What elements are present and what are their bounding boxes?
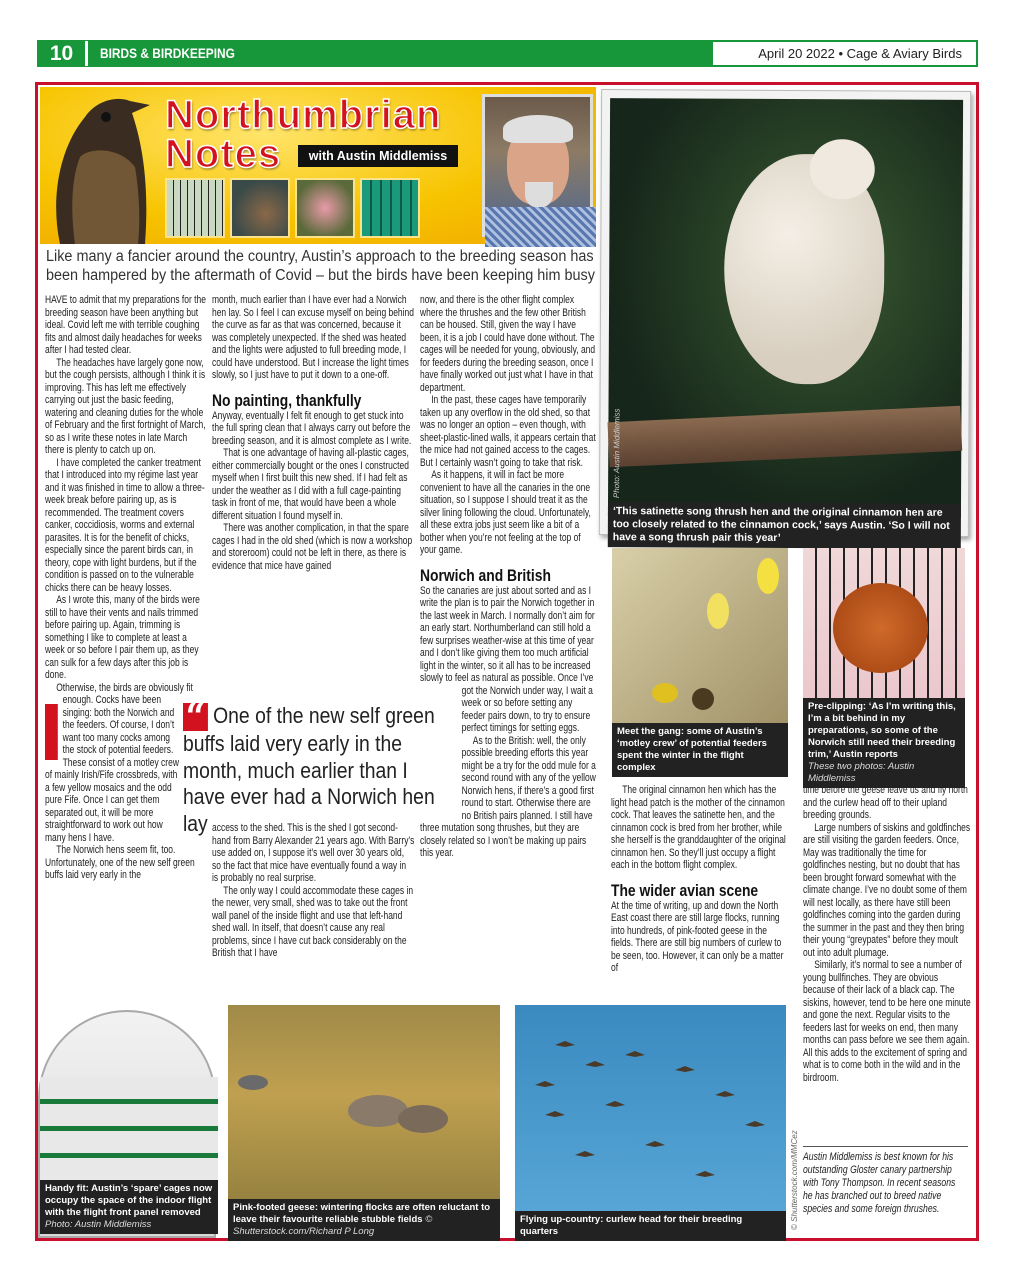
body-paragraph [45, 594, 207, 682]
body-paragraph [803, 822, 971, 960]
body-column-5 [803, 784, 971, 1084]
body-paragraph [212, 885, 414, 960]
geese-photo [228, 1005, 500, 1237]
thrush-photo [40, 87, 165, 244]
body-paragraph [212, 294, 414, 382]
paragraph-text: As I wrote this, many of the birds were still to have their vents and nails trimmed before pairing up. Again, trimming is something I like to complete at least a week or so before I pair them up, as they can sulk for a few days after this job is done. [45, 594, 200, 681]
photo-caption-box [228, 1199, 500, 1241]
paragraph-text: The headaches have largely gone now, but the cough persists, although I think it is improving. This has left me effectively carrying out just the basic feeding, watering and cleaning duties for the whole of February and the first fortnight of March, so as I write these notes in late March there is plenty to catch up on. [45, 356, 206, 456]
paragraph-text: Anyway, eventually I felt fit enough to get stuck into the full spring clean that I always carry out before the breeding season, and it is almost complete as I write. [212, 409, 412, 447]
column-banner [40, 87, 596, 244]
greenfinch-thumbnail [360, 178, 420, 238]
paragraph-text: Otherwise, the birds are obviously fit enough. Cocks have been singing: both the Norwich and the feeders. Of course, I don’t want too many cocks among the stock of potential feeders. These consist of a motley crew of mainly Irish/Fife crossbreds, with a few yellow mosaics and the odd pure Fife. Once I can get them separated out, it will be more straightforward to work out how many hens I have. [45, 681, 193, 844]
curlew-flock [515, 1005, 786, 1205]
paragraph-text: In the past, these cages have temporarily taken up any overflow in the old shed, so that was no longer an option – even though, with sheet-plastic-lined walls, it appears certain that the mice had not gained access to the cages. But I certainly wasn’t going to take that risk. [420, 394, 596, 469]
paragraph-text: Similarly, it’s normal to see a number of young bullfinches. They are obvious because of their lack of a black cap. The siskins, however, tend to be here one minute and gone the next. Regular visits to the feeders last for weeks on end, then many months can pass before we see them again. All this adds to the excitement of spring and what is to come both in the wild and in the birdroom. [803, 959, 971, 1084]
red-canary-photo [803, 548, 965, 784]
body-paragraph [45, 844, 207, 882]
body-paragraph [212, 447, 414, 522]
paragraph-text: HAVE to admit that my preparations for the breeding season have been anything but ideal. Covid left me with terrible coughing fits and almost daily headaches for weeks after I had tested clear. [45, 294, 206, 356]
paragraph-text: time before the geese leave us and fly north and the curlew head off to their upland breeding grounds. [803, 784, 968, 821]
paragraph-text: now, and there is the other flight complex where the thrushes and the few other British can be housed. Still, given the way I have been, it is a job I could have done without. The cages will be needed for young, obviously, and for feeders during the breeding season, once I have finally worked out just what I have in that department. [420, 294, 596, 394]
body-column-2-bottom [212, 822, 414, 960]
photo-caption: Flying up-country: curlew head for their breeding quarters [515, 1211, 786, 1241]
standfirst: Like many a fancier around the country, Austin’s approach to the breeding season has been hampered by the aftermath of Covid – but the birds have been keeping him busy [46, 248, 595, 284]
body-paragraph [45, 457, 207, 595]
body-paragraph [611, 784, 789, 872]
body-paragraph [420, 294, 596, 394]
photo-caption: Pink-footed geese: wintering flocks are often reluctant to leave their favourite reliable stubble fields [233, 1202, 491, 1225]
subheading [212, 392, 425, 410]
author-bio: Austin Middlemiss is best known for his outstanding Gloster canary partnership with Tony Thompson. In recent seasons he has branched out to breed native species and some foreign thrushes. [803, 1151, 956, 1215]
chicks-thumbnail [295, 178, 355, 238]
body-paragraph [803, 784, 971, 822]
photo-caption: ‘This satinette song thrush hen and the original cinnamon hen are too closely related to the cinnamon cock,’ says Austin. ‘So I will not have a song thrush pair this year’ [608, 502, 961, 549]
body-paragraph [212, 410, 414, 448]
photo-caption: Pre-clipping: ‘As I’m writing this, I’m a bit behind in my preparations, so some of the Norwich still need their breeding trim,’ Austin reports [808, 701, 956, 760]
photo-credit: © Shutterstock.com/Richard P Long [233, 1214, 433, 1237]
photo-caption-box [803, 698, 965, 788]
paragraph-text: The Norwich hens seem fit, too. Unfortunately, one of the new self green buffs laid very early in the [45, 844, 195, 881]
pull-quote-text: One of the new self green buffs laid very early in the month, much earlier than I have ever had a Norwich hen lay [183, 703, 435, 836]
author-portrait [482, 94, 593, 237]
paragraph-text: The only way I could accommodate these cages in the newer, very small, shed was to take out the front wall panel of the inside flight and use that left-hand shed wall. In itself, that doesn’t cause any real problems, since I have cut back considerably on the British that I have [212, 884, 414, 959]
paragraph-text: As it happens, it will in fact be more convenient to have all the canaries in the one situation, so I suppose I should treat it as the silver lining following the cloud. Unfortunately, all these extra jobs just seem like a bit of a bother when you’re not feeling at the top of your game. [420, 469, 591, 556]
paragraph-text: access to the shed. This is the shed I got second-hand from Barry Alexander 21 years ago. With Barry’s use added on, I suppose it’s well over 30 years old, so the fact that mice have eventually found a way in is probably no real surprise. [212, 822, 415, 884]
body-column-4 [611, 784, 789, 975]
paragraph-text: So the canaries are just about sorted and as I write the plan is to pair the Norwich together in the last week in March. I normally don’t aim for an early start. Northumberland can still hold a few surprises weather-wise at this time of year and I don’t like giving them too much artificial light in the winter, so it all has to be increased slowly to feel as natural as possible. Once I’ve got the Norwich under way, I wait a week or so before setting any feeder pairs down, to try to ensure perfect timings for setting eggs. [420, 584, 595, 734]
body-paragraph [45, 357, 207, 457]
paragraph-text: month, much earlier than I have ever had a Norwich hen lay. So I feel I can excuse myself on being behind the curve as far as that was concerned, because it was completely unexpected. If the shed was heated and the lights were adjusted to full breeding mode, I could have understood. But I increase the light times slowly, so I just have to put it down to a one-off. [212, 294, 414, 381]
paragraph-text: The wider avian scene [611, 881, 759, 900]
section-title: BIRDS & BIRDKEEPING [100, 45, 235, 61]
column-title-line2: Notes [165, 132, 282, 176]
paragraph-text: Norwich and British [420, 566, 551, 585]
body-column-2-top [212, 294, 414, 572]
body-paragraph [420, 469, 596, 557]
issue-dateline: April 20 2022 • Cage & Aviary Birds [712, 41, 977, 66]
photo-credit: These two photos: Austin Middlemiss [808, 761, 915, 784]
paragraph-text: As to the British: well, the only possible breeding efforts this year might be a try for the odd mule for a second round with any of the yellow Norwich hens, if there’s a good first round to start. Otherwise there are no British pairs planned. I still have three mutation song thrushes, but they are closely related so I won’t be making up pairs this year. [420, 734, 596, 859]
photo-caption-box [40, 1180, 218, 1234]
thrush-thumbnail [230, 178, 290, 238]
author-byline: with Austin Middlemiss [298, 145, 458, 167]
paragraph-text: Large numbers of siskins and goldfinches are still visiting the garden feeders. Once, May was traditionally the time for goldfinches nesting, but no doubt that has been brought forward somewhat with the climate change. I’ve no doubt some of them will nest locally, as there have still been goldfinches coming into the garden during the summer in the past and they then bring their young “greypates” before they moult out into adult plumage. [803, 821, 971, 959]
photo-credit: © Shutterstock.com/MMCez [790, 1130, 799, 1230]
satinette-thrush-photo [599, 89, 971, 544]
body-paragraph [212, 522, 414, 572]
paragraph-text: That is one advantage of having all-plastic cages, either commercially bought or the ones I constructed myself when I first built this new shed. If I had felt as under the weather as I did with a full cage-painting task in front of me, that would have been a whole different situation I found myself in. [212, 447, 409, 522]
body-paragraph [803, 959, 971, 1084]
photo-caption: Handy fit: Austin’s ‘spare’ cages now occupy the space of the indoor flight with the flight front panel removed [45, 1183, 213, 1218]
curlew-photo [515, 1005, 786, 1237]
pull-quote [183, 694, 451, 836]
paragraph-text: The original cinnamon hen which has the light head patch is the mother of the cinnamon cock. That leaves the satinette hen, and the cinnamon cock is bred from her brother, while she herself is the granddaughter of the original cinnamon hen. So they’ll just occupy a flight each in the bottom flight complex. [611, 784, 786, 871]
body-paragraph [420, 394, 596, 469]
paragraph-text: At the time of writing, up and down the North East coast there are still large flocks, running into hundreds, of pink-footed geese in the fields. There are still big numbers of curlew to be seen, too. However, it can only be a matter of [611, 899, 784, 974]
quote-mark-icon: “ [183, 703, 208, 731]
page-number: 10 [38, 41, 88, 66]
page-header-bar [37, 40, 978, 67]
column-title-line1: Northumbrian [165, 93, 442, 137]
photo-caption: Meet the gang: some of Austin’s ‘motley crew’ of potential feeders spent the winter in the flight complex [612, 723, 788, 777]
paragraph-text: No painting, thankfully [212, 391, 362, 410]
body-paragraph [611, 900, 789, 975]
drop-cap: I [45, 704, 57, 760]
paragraph-text: I have completed the canker treatment that I introduced into my régime last year and it was finished in time to allow a three-week break before pairing up, as is recommended. The treatment covers canker, coccidiosis, worms and external parasites. It is for the benefit of chicks, especially since the parent birds can, in theory, cope with light burdens, but if the condition is passed on to the vulnerable chicks there can be heavy losses. [45, 456, 205, 594]
canaries-photo [612, 548, 788, 773]
subheading [611, 882, 797, 900]
bio-divider [803, 1146, 968, 1147]
subheading [420, 567, 605, 585]
cages-photo [38, 1010, 216, 1238]
photo-credit: Photo: Austin Middlemiss [612, 408, 622, 499]
canary-thumbnail [165, 178, 225, 238]
paragraph-text: There was another complication, in that the spare cages I had in the old shed (which is now a workshop and storeroom) could not be left in there, as there is evidence that mice have gained [212, 522, 413, 572]
photo-credit: Photo: Austin Middlemiss [45, 1219, 152, 1230]
